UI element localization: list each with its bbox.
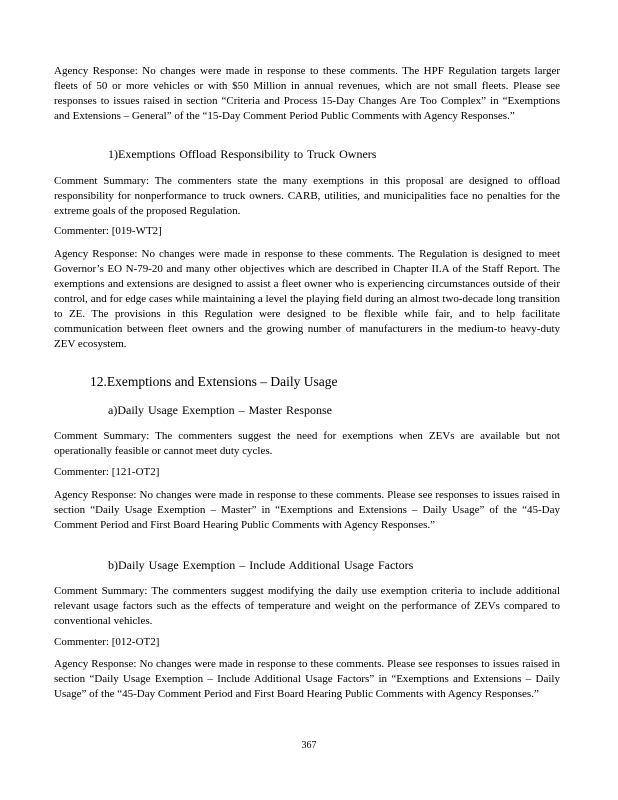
commenter-121-ot2: Commenter: [121-OT2] xyxy=(54,466,160,478)
agency-response-daily-usage-master: Agency Response: No changes were made in response to these comments. Please see responses to issues raised in section “Daily Usage Exemption – Master” in “Exemptions and Extensions – Daily Usage” of the “45-Day Comment Period and First Board Hearing Public Comments with Agency Responses.” xyxy=(54,489,560,531)
agency-response-usage-factors: Agency Response: No changes were made in response to these comments. Please see responses to issues raised in section “Daily Usage Exemption – Include Additional Usage Factors” in “Exemptions and Extensions – Daily Usage” of the “45-Day Comment Period and First Board Hearing Public Comments with Agency Responses.” xyxy=(54,658,560,700)
page-number: 367 xyxy=(301,740,317,751)
heading-include-additional-usage-factors: b)Daily Usage Exemption – Include Additional Usage Factors xyxy=(108,558,414,572)
heading-exemptions-offload-responsibility: 1)Exemptions Offload Responsibility to Truck Owners xyxy=(108,147,377,161)
heading-section-12-daily-usage: 12.Exemptions and Extensions – Daily Usage xyxy=(90,374,338,389)
commenter-019-wt2: Commenter: [019-WT2] xyxy=(54,225,162,237)
comment-summary-usage-factors: Comment Summary: The commenters suggest modifying the daily use exemption criteria to include additional relevant usage factors such as the effects of temperature and weight on the performance of ZEVs compared to conventional vehicles. xyxy=(54,585,560,627)
agency-response-regulation-design: Agency Response: No changes were made in response to these comments. The Regulation is designed to meet Governor’s EO N-79-20 and many other objectives which are described in Chapter II.A of the Staff Report. The exemptions and extensions are designed to assist a fleet owner who is experiencing circumstances outside of their control, and for edge cases while maintaining a level the playing field during an almost two-decade long transition to ZE. The provisions in this Regulation were designed to be flexible while fair, and to help facilitate communication between fleet owners and the growing number of manufacturers in the medium-to heavy-duty ZEV ecosystem. xyxy=(54,248,560,350)
heading-daily-usage-master-response: a)Daily Usage Exemption – Master Response xyxy=(108,403,332,417)
comment-summary-daily-usage: Comment Summary: The commenters suggest the need for exemptions when ZEVs are available but not operationally feasible or cannot meet duty cycles. xyxy=(54,430,560,457)
comment-summary-offload: Comment Summary: The commenters state the many exemptions in this proposal are designed to offload responsibility for nonperformance to truck owners. CARB, utilities, and municipalities face no penalties for the extreme goals of the proposed Regulation. xyxy=(54,175,560,217)
agency-response-hpf-fleets: Agency Response: No changes were made in response to these comments. The HPF Regulation targets larger fleets of 50 or more vehicles or with $50 Million in annual revenues, which are not small fleets. Please see responses to issues raised in section “Criteria and Process 15-Day Changes Are Too Complex” in “Exemptions and Extensions – General” of the “15-Day Comment Period Public Comments with Agency Responses.” xyxy=(54,65,560,122)
commenter-012-ot2: Commenter: [012-OT2] xyxy=(54,636,160,648)
